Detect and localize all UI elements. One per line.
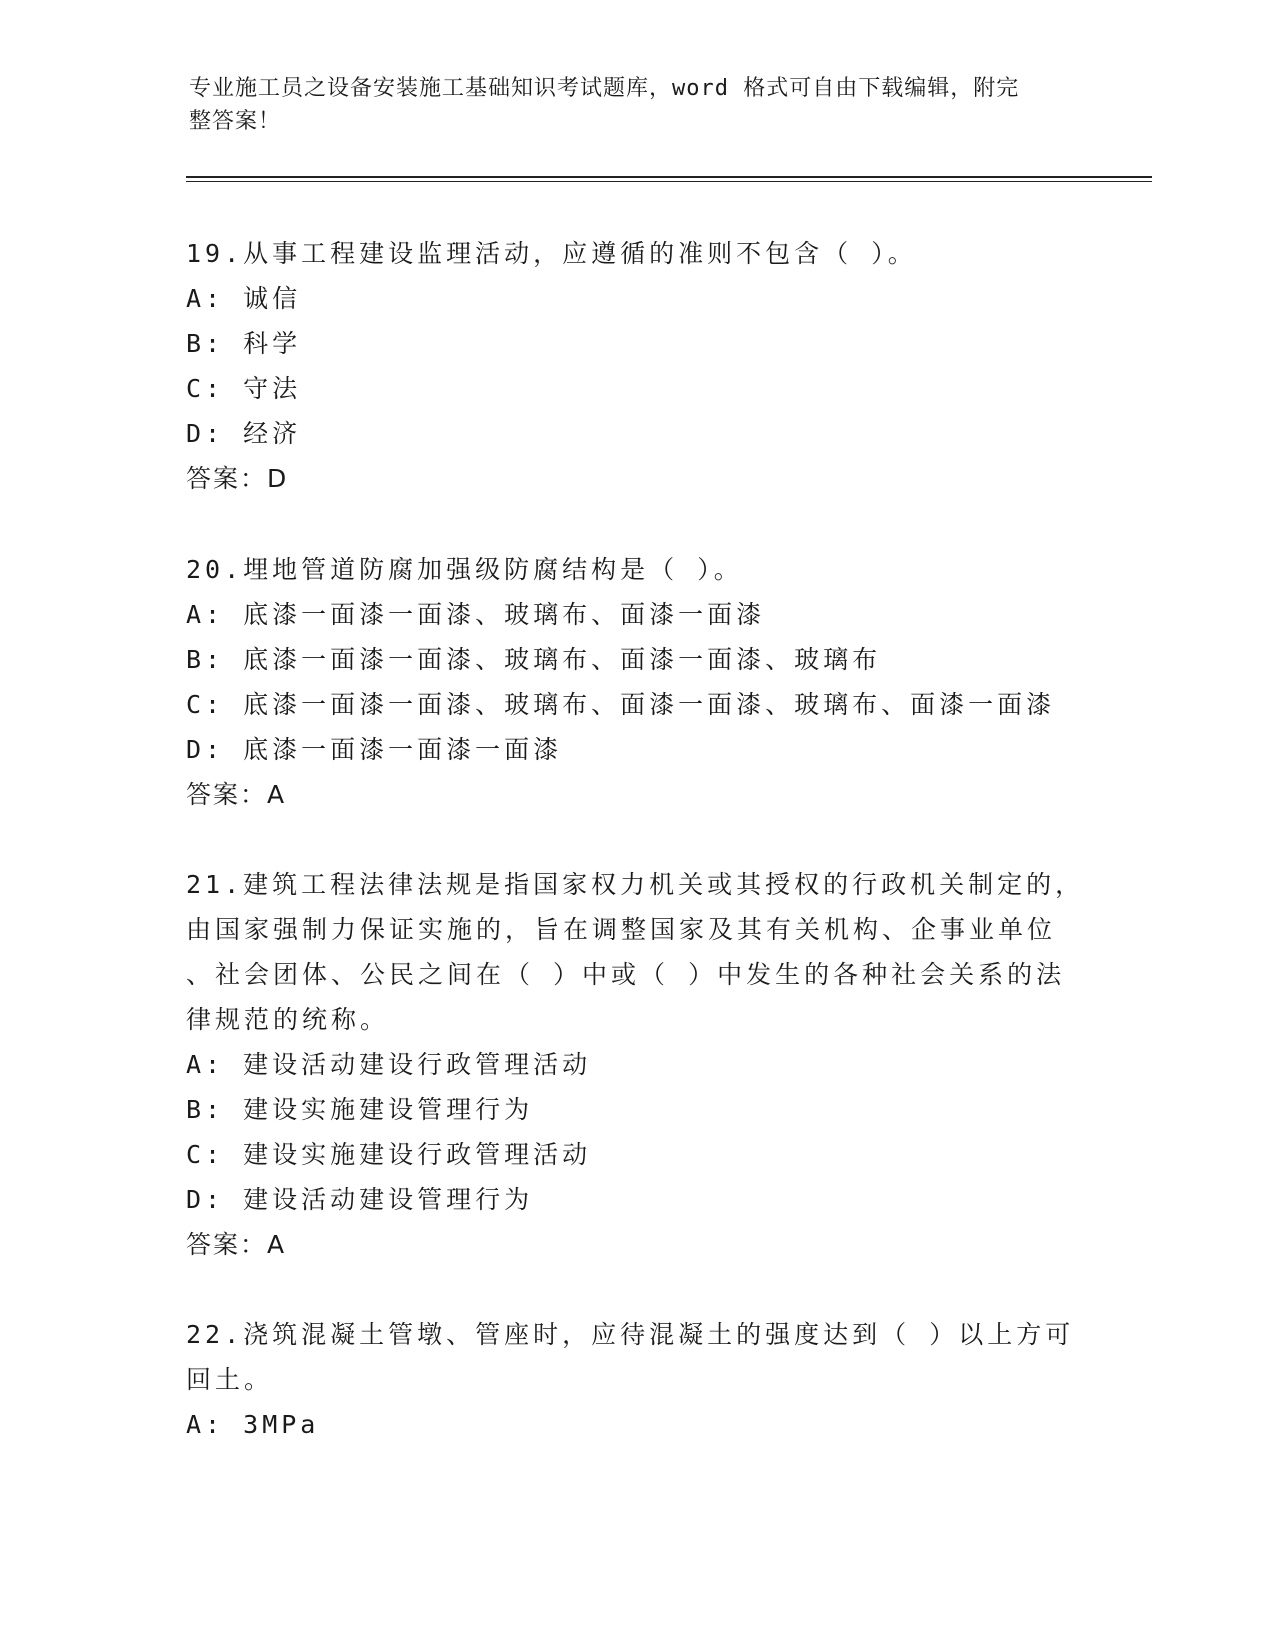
question-21-stem-line-2: 由国家强制力保证实施的，旨在调整国家及其有关机构、企事业单位 [186,915,1057,944]
header-divider-thick [186,176,1152,178]
question-21-option-c: C: 建设实施建设行政管理活动 [186,1140,592,1169]
question-20-option-d: D: 底漆一面漆一面漆一面漆 [186,735,563,764]
document-header [189,72,1069,138]
question-19-option-d: D: 经济 [186,419,302,448]
question-20-answer: 答案：A [186,780,287,809]
question-22-option-a: A: 3MPa [186,1410,320,1439]
question-19-answer: 答案：D [186,464,289,493]
question-19-option-a: A: 诚信 [186,284,302,313]
question-21-option-d: D: 建设活动建设管理行为 [186,1185,534,1214]
question-20-option-b: B: 底漆一面漆一面漆、玻璃布、面漆一面漆、玻璃布 [186,645,882,674]
question-21-stem-line-1: 21.建筑工程法律法规是指国家权力机关或其授权的行政机关制定的， [186,870,1085,899]
question-19-option-b: B: 科学 [186,329,302,358]
header-line-1: 专业施工员之设备安装施工基础知识考试题库，word 格式可自由下载编辑，附完 [189,76,1020,101]
question-21-stem-line-3: 、社会团体、公民之间在（ ）中或（ ）中发生的各种社会关系的法 [186,960,1066,989]
question-20-option-a: A: 底漆一面漆一面漆、玻璃布、面漆一面漆 [186,600,766,629]
question-21-answer: 答案：A [186,1230,287,1259]
header-divider-thin [186,181,1152,182]
question-19-stem: 19.从事工程建设监理活动，应遵循的准则不包含（ ）。 [186,239,917,268]
question-21-stem-line-4: 律规范的统称。 [186,1005,390,1034]
question-22-stem-line-2: 回土。 [186,1365,274,1394]
question-19-option-c: C: 守法 [186,374,302,403]
question-20-stem: 20.埋地管道防腐加强级防腐结构是（ ）。 [186,555,743,584]
question-20-option-c: C: 底漆一面漆一面漆、玻璃布、面漆一面漆、玻璃布、面漆一面漆 [186,690,1056,719]
question-21-option-b: B: 建设实施建设管理行为 [186,1095,534,1124]
header-line-2: 整答案！ [189,109,282,134]
question-21-option-a: A: 建设活动建设行政管理活动 [186,1050,592,1079]
question-22-stem-line-1: 22.浇筑混凝土管墩、管座时，应待混凝土的强度达到（ ）以上方可 [186,1320,1075,1349]
